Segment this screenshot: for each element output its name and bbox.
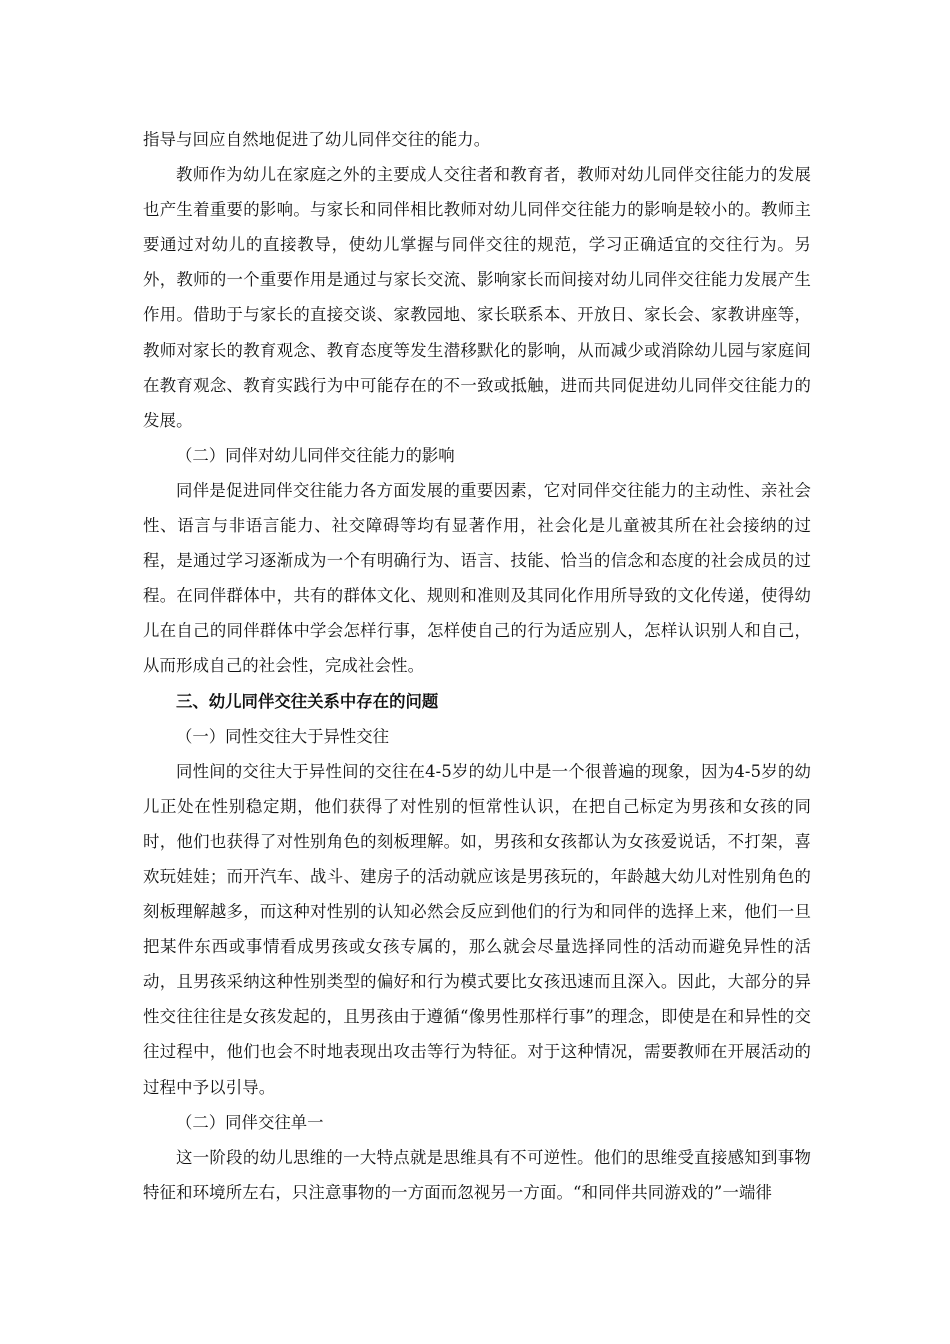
paragraph-continuation: 指导与回应自然地促进了幼儿同伴交往的能力。 bbox=[143, 130, 491, 149]
paragraph-teacher-influence: 教师作为幼儿在家庭之外的主要成人交往者和教育者，教师对幼儿同伴交往能力的发展也产生着重要的影响。与家长和同伴相比教师对幼儿同伴交往能力的影响是较小的。教师主要通过对幼儿的直接教导，使幼儿掌握与同伴交往的规范，学习正确适宜的交往行为。另外，教师的一个重要作用是通过与家长交流、影响家长而间接对幼儿同伴交往能力发展产生作用。借助于与家长的直接交谈、家教园地、家长联系本、开放日、家长会、家教讲座等，教师对家长的教育观念、教育态度等发生潜移默化的影响，从而减少或消除幼儿园与家庭间在教育观念、教育实践行为中可能存在的不一致或抵触，进而共同促进幼儿同伴交往能力的发展。 bbox=[143, 165, 811, 430]
section-heading-problems: 三、幼儿同伴交往关系中存在的问题 bbox=[176, 691, 439, 711]
paragraph-peer-influence: 同伴是促进同伴交往能力各方面发展的重要因素，它对同伴交往能力的主动性、亲社会性、语言与非语言能力、社交障碍等均有显著作用，社会化是儿童被其所在社会接纳的过程，是通过学习逐渐成为一个有明确行为、语言、技能、恰当的信念和态度的社会成员的过程。在同伴群体中，共有的群体文化、规则和准则及其同化作用所导致的文化传递，使得幼儿在自己的同伴群体中学会怎样行事，怎样使自己的行为适应别人，怎样认识别人和自己，从而形成自己的社会性，完成社会性。 bbox=[143, 480, 811, 676]
document-body bbox=[143, 122, 811, 1210]
paragraph-single-interaction: 这一阶段的幼儿思维的一大特点就是思维具有不可逆性。他们的思维受直接感知到事物特征和环境所左右，只注意事物的一方面而忽视另一方面。“和同伴共同游戏的”一端徘 bbox=[143, 1147, 811, 1202]
subheading-peer-influence: （二）同伴对幼儿同伴交往能力的影响 bbox=[176, 445, 455, 465]
subheading-same-sex-interaction: （一）同性交往大于异性交往 bbox=[176, 726, 390, 746]
paragraph-same-sex-interaction: 同性间的交往大于异性间的交往在4-5岁的幼儿中是一个很普遍的现象，因为4-5岁的幼儿正处在性别稳定期，他们获得了对性别的恒常性认识，在把自己标定为男孩和女孩的同时，他们也获得了对性别角色的刻板理解。如，男孩和女孩都认为女孩爱说话，不打架，喜欢玩娃娃；而开汽车、战斗、建房子的活动就应该是男孩玩的，年龄越大幼儿对性别角色的刻板理解越多，而这种对性别的认知必然会反应到他们的行为和同伴的选择上来，他们一旦把某件东西或事情看成男孩或女孩专属的，那么就会尽量选择同性的活动而避免异性的活动，且男孩采纳这种性别类型的偏好和行为模式要比女孩迅速而且深入。因此，大部分的异性交往往往是女孩发起的，且男孩由于遵循“像男性那样行事”的理念，即使是在和异性的交往过程中，他们也会不时地表现出攻击等行为特征。对于这种情况，需要教师在开展活动的过程中予以引导。 bbox=[143, 761, 811, 1097]
subheading-single-interaction: （二）同伴交往单一 bbox=[176, 1112, 324, 1132]
